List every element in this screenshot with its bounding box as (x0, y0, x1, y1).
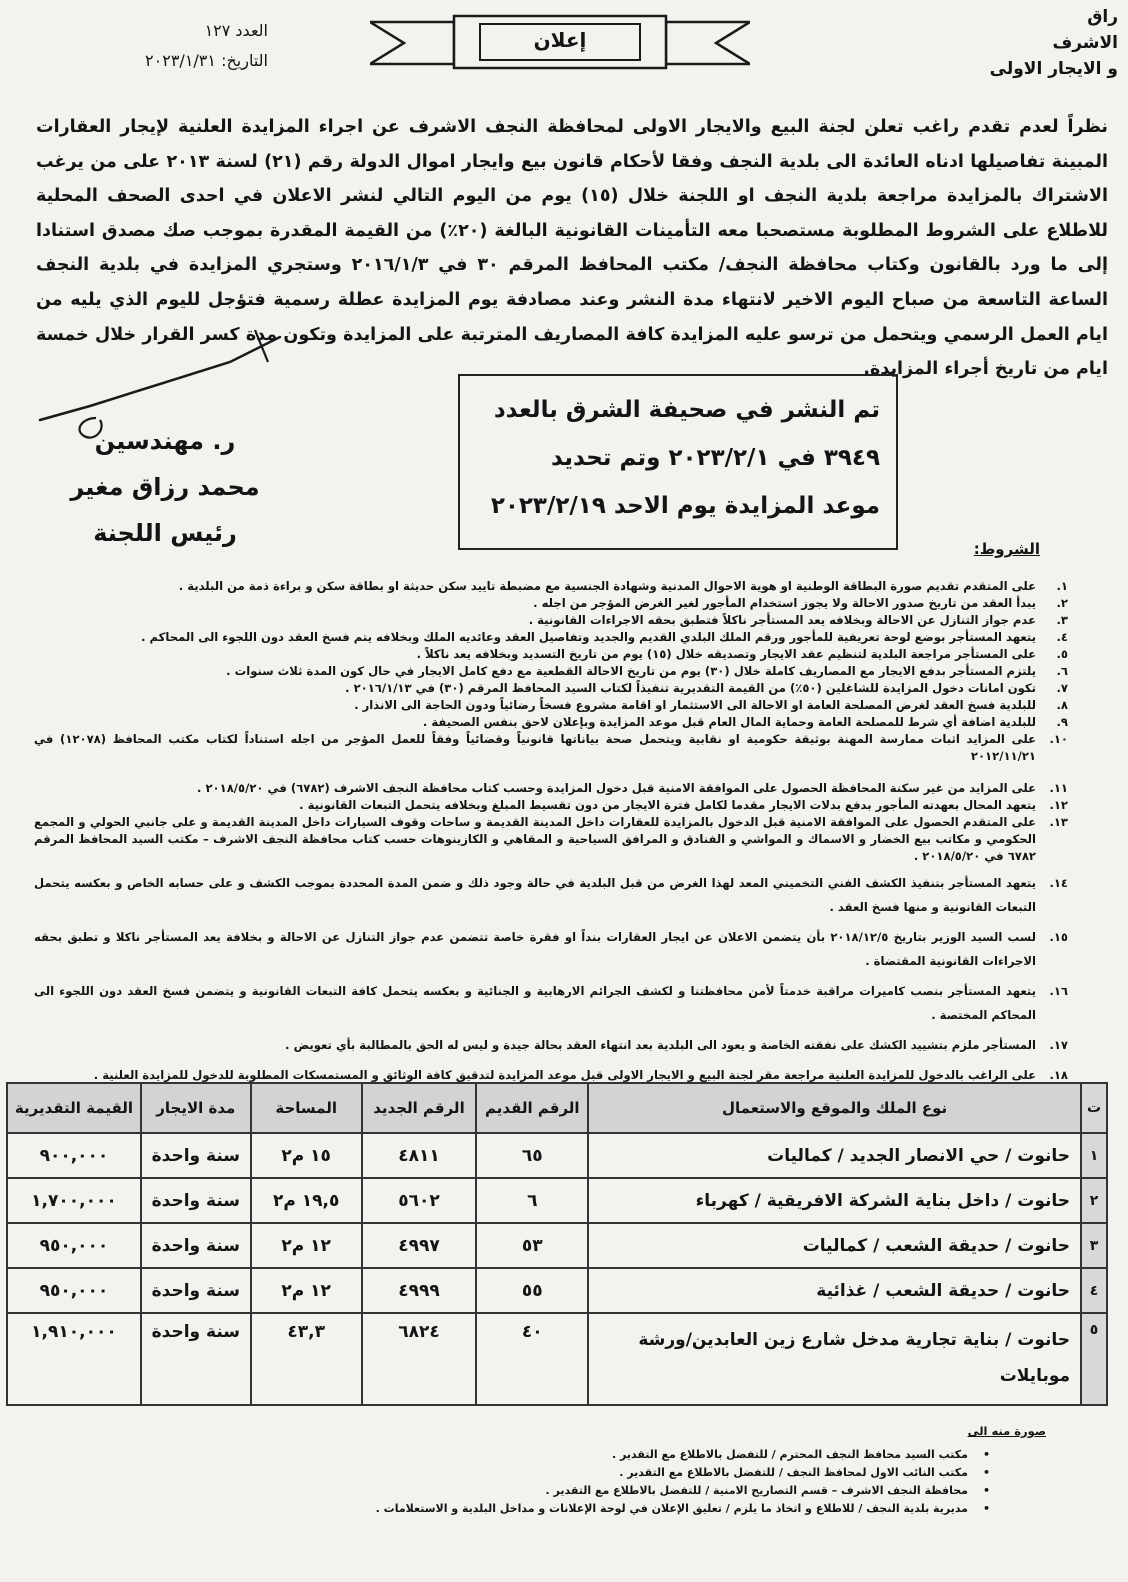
condition-item (34, 629, 1068, 646)
copies-title: صورة منه الى (967, 1424, 1046, 1438)
row-old-no: ٥٣ (476, 1223, 588, 1268)
condition-item (34, 714, 1068, 731)
condition-item (34, 814, 1068, 865)
condition-item (34, 646, 1068, 663)
row-idx: ١ (1081, 1133, 1107, 1178)
condition-item (34, 979, 1068, 1027)
condition-text: يتعهد المحال بعهدته المأجور بدفع بدلات الايجار مقدما لكامل فترة الايجار من دون تقسيط المبلغ وبخلافه يتحمل التبعات القانونية . (299, 798, 1036, 812)
issue-number: العدد ١٢٧ (204, 21, 268, 40)
condition-item (34, 578, 1068, 595)
condition-number: ١٧. (1049, 1038, 1068, 1052)
condition-text: على المزايد اثبات ممارسة المهنة بوثيقة حكومية او نقابية ويتحمل صحة بياناتها قانونياً وقضائياً وفقاً للعمل المؤجر من اجله استناداً لكتاب مكتب المحافظ (١٢٠٧٨) في ٢٠١٢/١١/٢١ (34, 732, 1037, 763)
row-idx: ٢ (1081, 1178, 1107, 1223)
row-area: ١٢ م٢ (251, 1268, 362, 1313)
row-value: ٩٠٠,٠٠٠ (7, 1133, 141, 1178)
condition-text: للبلدية اضافة أي شرط للمصلحة العامة وحماية المال العام قبل موعد المزايدة وبإعلان لاحق بنفس الصحيفة . (422, 715, 1036, 729)
condition-text: عدم جواز التنازل عن الاحالة وبخلافه يعد المستأجر ناكلاً فتطبق بحقه الاجراءات القانونية . (528, 613, 1036, 627)
condition-number: ١٨. (1049, 1068, 1068, 1082)
col-header-old-no: الرقم القديم (476, 1083, 588, 1133)
department-line-2: الاشرف (1052, 33, 1118, 53)
row-old-no: ٦ (476, 1178, 588, 1223)
row-value: ١,٧٠٠,٠٠٠ (7, 1178, 141, 1223)
row-value: ٩٥٠,٠٠٠ (7, 1223, 141, 1268)
copy-recipient: مكتب السيد محافظ النجف المحترم / للتفضل بالاطلاع مع التقدير . (612, 1448, 968, 1461)
condition-item (34, 1033, 1068, 1057)
col-header-value: القيمة التقديرية (7, 1083, 141, 1133)
bullet-icon: • (982, 1484, 990, 1497)
condition-text: لسب السيد الوزير بتاريخ ٢٠١٨/١٢/٥ بأن يتضمن الاعلان عن ايجار العقارات بنداً او فقرة خاصة تتضمن عدم جواز التنازل عن الاحالة و بخلافة يعد المستأجر ناكلا و تطبق بحقه الاجراءات القانونية المقتضاة . (34, 930, 1036, 968)
condition-number: ٧. (1056, 681, 1068, 695)
issue-info (58, 16, 268, 76)
list-item (270, 1464, 990, 1482)
condition-item (34, 663, 1068, 680)
table-header-row (7, 1083, 1107, 1133)
row-type: حانوت / حديقة الشعب / كماليات (588, 1223, 1081, 1268)
row-old-no: ٦٥ (476, 1133, 588, 1178)
publication-line-2: ٣٩٤٩ في ٢٠٢٣/٢/١ وتم تحديد (551, 445, 880, 471)
condition-item (34, 595, 1068, 612)
condition-number: ١. (1056, 579, 1068, 593)
condition-text: على المستأجر مراجعة البلدية لتنظيم عقد الايجار وتصديقه خلال (١٥) يوم من تاريخ التسديد وبخلافه يعد ناكلاً . (416, 647, 1036, 661)
signature-title: ر. مهندسين (94, 427, 236, 455)
condition-text: على المزايد من غير سكنة المحافظة الحصول على الموافقة الامنية قبل دخول المزايدة وحسب كتاب محافظة النجف الاشرف (٦٧٨٢) في ٢٠١٨/٥/٢٠ . (197, 781, 1036, 795)
condition-text: يبدأ العقد من تاريخ صدور الاحالة ولا يجوز استخدام المأجور لغير الغرض المؤجر من اجله . (533, 596, 1036, 610)
condition-text: على المتقدم الحصول على الموافقة الامنية قبل الدخول بالمزايدة للعقارات داخل المدينة القديمة و ساحات وقوف السيارات داخل المدينة القديمة و على جانبي الحولي و المجمع الحكومي و مكاتب بيع الخضار و الاسماك و المواشي و الفنادق و المرافق السياحية و المقاهي و الكازينوهات حسب كتاب محافظة النجف الاشرف – مكتب السيد المحافظ المرقم ٦٧٨٢ في ٢٠١٨/٥/٢٠ . (34, 815, 1036, 863)
condition-text: على الراغب بالدخول للمزايدة العلنية مراجعة مقر لجنة البيع و الايجار الاولى قبل موعد المزايدة لتدقيق كافة الوثائق و المستمسكات المطلوبة للدخول للمزايدة العلنية . (93, 1068, 1036, 1082)
copies-list (270, 1446, 990, 1518)
row-type: حانوت / حي الانصار الجديد / كماليات (588, 1133, 1081, 1178)
table-row (7, 1223, 1107, 1268)
condition-item (34, 697, 1068, 714)
department-name (968, 4, 1118, 82)
row-value: ٩٥٠,٠٠٠ (7, 1268, 141, 1313)
property-table (6, 1082, 1108, 1406)
publication-line-1: تم النشر في صحيفة الشرق بالعدد (493, 397, 880, 423)
row-type: حانوت / حديقة الشعب / غذائية (588, 1268, 1081, 1313)
conditions-list (34, 578, 1068, 1087)
col-header-new-no: الرقم الجديد (362, 1083, 477, 1133)
copy-recipient: مديرية بلدية النجف / للاطلاع و اتخاذ ما يلزم / تعليق الإعلان في لوحة الإعلانات و مداخل البلدية و الاستعلامات . (375, 1502, 968, 1515)
condition-number: ١١. (1049, 781, 1068, 795)
condition-item (34, 680, 1068, 697)
signature-role: رئيس اللجنة (93, 519, 237, 547)
condition-text: يلتزم المستأجر بدفع الايجار مع المصاريف كاملة خلال (٣٠) يوم من تاريخ الاحالة القطعية مع دفع كامل الايجار في حال كون المدة ثلاث سنوات . (226, 664, 1036, 678)
condition-item (34, 780, 1068, 797)
condition-item (34, 925, 1068, 973)
table-row (7, 1133, 1107, 1178)
row-value: ١,٩١٠,٠٠٠ (7, 1313, 141, 1405)
department-line-1: راق (1087, 7, 1118, 27)
row-idx: ٤ (1081, 1268, 1107, 1313)
condition-text: للبلدية فسخ العقد لغرض المصلحة العامة او الاحالة الى الاستثمار او اقامة مشروع فسخاً رضائياً ودون الحاجة الى الانذار . (354, 698, 1036, 712)
row-old-no: ٤٠ (476, 1313, 588, 1405)
bullet-icon: • (982, 1448, 990, 1461)
row-new-no: ٤٩٩٩ (362, 1268, 477, 1313)
row-new-no: ٥٦٠٢ (362, 1178, 477, 1223)
table-row (7, 1178, 1107, 1223)
table-row (7, 1313, 1107, 1405)
condition-number: ٩. (1056, 715, 1068, 729)
announcement-banner (370, 14, 750, 72)
condition-number: ٥. (1056, 647, 1068, 661)
row-area: ٤٣,٣ (251, 1313, 362, 1405)
condition-number: ٣. (1056, 613, 1068, 627)
condition-text: تكون امانات دخول المزايدة للشاغلين (٥٠٪) من القيمة التقديرية تنفيذاً لكتاب السيد المحافظ المرقم (٣٠) في ٢٠١٦/١/١٣ . (345, 681, 1036, 695)
condition-number: ٦. (1056, 664, 1068, 678)
row-duration: سنة واحدة (141, 1268, 251, 1313)
row-duration: سنة واحدة (141, 1223, 251, 1268)
intro-paragraph: نظراً لعدم تقدم راغب تعلن لجنة البيع والايجار الاولى لمحافظة النجف الاشرف عن اجراء المزايدة العلنية لإيجار العقارات المبينة تفاصيلها ادناه العائدة الى بلدية النجف وفقا لأحكام قانون بيع وايجار اموال الدولة رقم (٢١) لسنة ٢٠١٣ على من يرغب الاشتراك بالمزايدة مراجعة بلدية النجف او اللجنة خلال (١٥) يوم من اليوم التالي لنشر الاعلان في احدى الصحف المحلية للاطلاع على الشروط المطلوبة مستصحبا معه التأمينات القانونية البالغة (٢٠٪) من القيمة المقدرة بموجب صك مصدق استنادا إلى ما ورد بالقانون وكتاب محافظة النجف/ مكتب المحافظ المرقم ٣٠ في ٢٠١٦/١/٣ وستجري المزايدة في بلدية النجف الساعة التاسعة من صباح اليوم الاخير لانتهاء مدة النشر وعند مصادفة يوم المزايدة عطلة رسمية فتؤجل لليوم الذي يليه من ايام العمل الرسمي ويتحمل من ترسو عليه المزايدة كافة المصاريف المترتبة على المزايدة وتكون مدة كسر القرار خلال خمسة ايام من تاريخ أجراء المزايدة. (36, 117, 1108, 380)
banner-title: إعلان (533, 28, 587, 52)
row-duration: سنة واحدة (141, 1313, 251, 1405)
condition-item (34, 731, 1068, 765)
row-new-no: ٤٩٩٧ (362, 1223, 477, 1268)
row-area: ١٥ م٢ (251, 1133, 362, 1178)
row-duration: سنة واحدة (141, 1178, 251, 1223)
col-header-type: نوع الملك والموقع والاستعمال (588, 1083, 1081, 1133)
list-item (270, 1500, 990, 1518)
condition-number: ١٣. (1049, 815, 1068, 829)
col-header-area: المساحة (251, 1083, 362, 1133)
condition-number: ١٢. (1049, 798, 1068, 812)
condition-number: ٢. (1056, 596, 1068, 610)
condition-number: ١٠. (1049, 732, 1068, 746)
row-type: حانوت / بناية تجارية مدخل شارع زين العابدين/ورشة موبايلات (588, 1313, 1081, 1405)
publication-notice-box (458, 374, 898, 550)
department-line-3: و الايجار الاولى (989, 59, 1118, 79)
row-area: ١٢ م٢ (251, 1223, 362, 1268)
row-area: ١٩,٥ م٢ (251, 1178, 362, 1223)
table-row (7, 1268, 1107, 1313)
row-idx: ٥ (1081, 1313, 1107, 1405)
list-item (270, 1446, 990, 1464)
signature-name: محمد رزاق مغير (70, 473, 260, 501)
condition-number: ١٦. (1049, 984, 1068, 998)
condition-text: يتعهد المستأجر بتنفيذ الكشف الفني التخميني المعد لهذا الغرض من قبل البلدية في حالة وجود ذلك و ضمن المدة المحددة بموجب الكشف و على حسابه الخاص و بعكسه يتحمل التبعات القانونية و منها فسخ العقد . (34, 876, 1036, 914)
signature-block (40, 418, 290, 556)
condition-number: ٤. (1056, 630, 1068, 644)
condition-item (34, 797, 1068, 814)
condition-text: يتعهد المستأجر بنصب كاميرات مراقبة خدمتاً لأمن محافظتنا و لكشف الجرائم الارهابية و الجنائية و بعكسه يتحمل كافة التبعات القانونية و يتضمن فسخ العقد دون اللجوء الى المحاكم المختصة . (34, 984, 1036, 1022)
bullet-icon: • (982, 1466, 990, 1479)
issue-date: التاريخ: ٢٠٢٣/١/٣١ (145, 51, 268, 70)
condition-text: المستأجر ملزم بتشييد الكشك على نفقته الخاصة و يعود الى البلدية بعد انتهاء العقد بحالة جيدة و ليس له الحق بالمطالبة بأي تعويض . (285, 1038, 1036, 1052)
conditions-title: الشروط: (973, 540, 1040, 558)
list-item (270, 1482, 990, 1500)
row-idx: ٣ (1081, 1223, 1107, 1268)
condition-item (34, 612, 1068, 629)
copy-recipient: محافظة النجف الاشرف – قسم التصاريح الامنية / للتفضل بالاطلاع مع التقدير . (545, 1484, 968, 1497)
row-type: حانوت / داخل بناية الشركة الافريقية / كهرباء (588, 1178, 1081, 1223)
condition-number: ١٥. (1049, 930, 1068, 944)
condition-number: ٨. (1056, 698, 1068, 712)
copy-recipient: مكتب النائب الاول لمحافظ النجف / للتفضل بالاطلاع مع التقدير . (619, 1466, 968, 1479)
row-old-no: ٥٥ (476, 1268, 588, 1313)
row-new-no: ٤٨١١ (362, 1133, 477, 1178)
row-new-no: ٦٨٢٤ (362, 1313, 477, 1405)
condition-text: يتعهد المستأجر بوضع لوحة تعريفية للمأجور ورقم الملك البلدي القديم والجديد وتفاصيل العقد وعائديه الملك وبخلافه يتم فسخ العقد دون اللجوء الى المحاكم . (141, 630, 1036, 644)
condition-number: ١٤. (1049, 876, 1068, 890)
col-header-idx: ت (1081, 1083, 1107, 1133)
condition-text: على المتقدم تقديم صورة البطاقة الوطنية او هوية الاحوال المدنية وشهادة الجنسية مع مضبطة تاييد سكن حديثة او بطاقة سكن و براءة ذمة من البلدية . (178, 579, 1036, 593)
bullet-icon: • (982, 1502, 990, 1515)
publication-line-3: موعد المزايدة يوم الاحد ٢٠٢٣/٢/١٩ (490, 493, 880, 519)
condition-item (34, 871, 1068, 919)
col-header-duration: مدة الايجار (141, 1083, 251, 1133)
row-duration: سنة واحدة (141, 1133, 251, 1178)
